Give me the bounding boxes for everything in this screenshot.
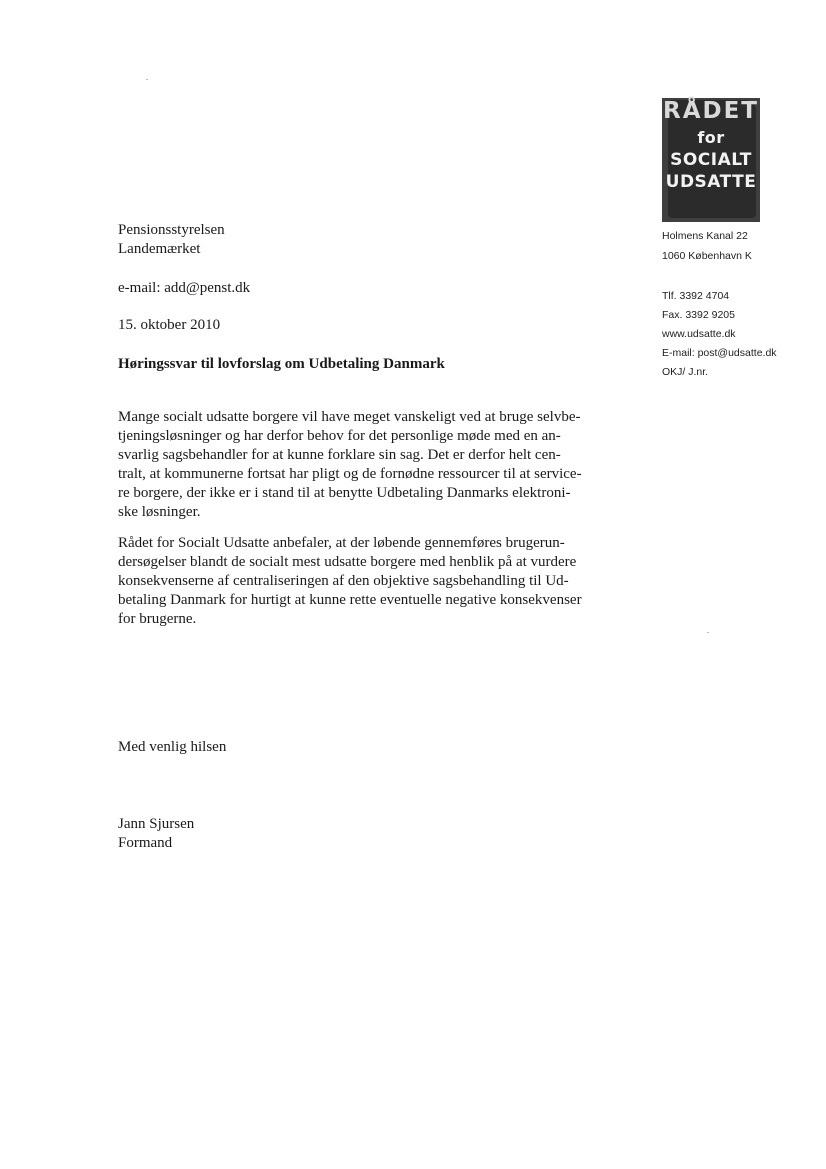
paragraph-line: svarlig sagsbehandler for at kunne forklare sin sag. Det er derfor helt cen- <box>118 447 561 463</box>
paragraph-line: for brugerne. <box>118 611 197 627</box>
paragraph-line: konsekvenserne af centraliseringen af den objektive sagsbehandling til Ud- <box>118 573 569 589</box>
logo-text-line2: for <box>697 128 725 147</box>
paragraph-line: ske løsninger. <box>118 504 201 520</box>
body-paragraph-2 <box>118 534 598 629</box>
recipient-street: Landemærket <box>118 241 201 257</box>
signatory-name: Jann Sjursen <box>118 816 195 832</box>
recipient-email: e-mail: add@penst.dk <box>118 280 251 296</box>
scan-speck <box>146 79 148 80</box>
sender-fax: Fax. 3392 9205 <box>662 309 735 321</box>
sender-reference: OKJ/ J.nr. <box>662 366 709 378</box>
logo-text-line4: UDSATTE <box>665 172 757 192</box>
paragraph-line: Rådet for Socialt Udsatte anbefaler, at der løbende gennemføres brugerun- <box>118 535 565 551</box>
letter-date: 15. oktober 2010 <box>118 317 221 333</box>
body-paragraph-1 <box>118 408 598 522</box>
paragraph-line: tralt, at kommunerne fortsat har pligt og de fornødne ressourcer til at service- <box>118 466 582 482</box>
organization-logo <box>662 98 760 222</box>
sender-address-line1: Holmens Kanal 22 <box>662 230 748 242</box>
logo-text-line3: SOCIALT <box>670 150 752 170</box>
sender-address-line2: 1060 København K <box>662 250 752 262</box>
sender-email: E-mail: post@udsatte.dk <box>662 347 777 359</box>
paragraph-line: dersøgelser blandt de socialt mest udsatte borgere med henblik på at vurdere <box>118 554 577 570</box>
letter-subject: Høringssvar til lovforslag om Udbetaling Danmark <box>118 356 445 372</box>
closing-greeting: Med venlig hilsen <box>118 739 227 755</box>
signatory-title: Formand <box>118 835 173 851</box>
scan-speck <box>707 632 709 633</box>
recipient-name: Pensionsstyrelsen <box>118 222 225 238</box>
paragraph-line: re borgere, der ikke er i stand til at benytte Udbetaling Danmarks elektroni- <box>118 485 571 501</box>
paragraph-line: Mange socialt udsatte borgere vil have meget vanskeligt ved at bruge selvbe- <box>118 409 581 425</box>
sender-phone: Tlf. 3392 4704 <box>662 290 730 302</box>
paragraph-line: betaling Danmark for hurtigt at kunne rette eventuelle negative konsekvenser <box>118 592 582 608</box>
logo-text-line1: RÅDET <box>662 98 759 124</box>
paragraph-line: tjeningsløsninger og har derfor behov for det personlige møde med en an- <box>118 428 561 444</box>
sender-website: www.udsatte.dk <box>662 328 736 340</box>
